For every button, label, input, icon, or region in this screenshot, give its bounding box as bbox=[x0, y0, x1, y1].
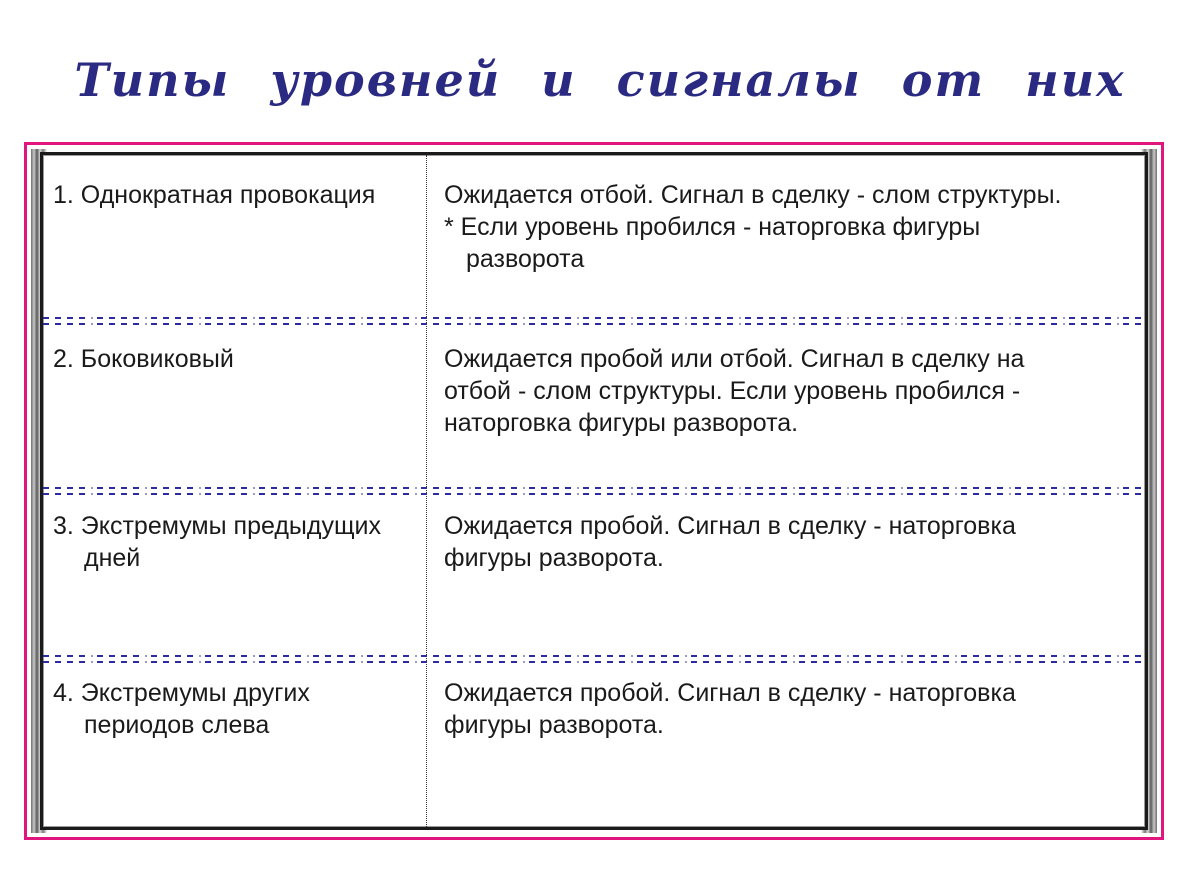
signal-cell bbox=[444, 510, 1144, 574]
level-type-cell bbox=[53, 343, 421, 375]
level-type-text: 1. Однократная провокация bbox=[53, 181, 376, 209]
signal-line: * Если уровень пробился - наторговка фигуры bbox=[444, 213, 981, 241]
signal-cell bbox=[444, 179, 1144, 275]
signal-line: наторговка фигуры разворота. bbox=[444, 409, 799, 437]
row-separator bbox=[43, 317, 1145, 327]
row-separator bbox=[43, 487, 1145, 497]
level-type-cell bbox=[53, 677, 421, 741]
signal-line: Ожидается пробой. Сигнал в сделку - наторговка bbox=[444, 512, 1016, 540]
signal-line: фигуры разворота. bbox=[444, 544, 664, 572]
signal-line: разворота bbox=[466, 245, 585, 273]
signal-cell bbox=[444, 677, 1144, 741]
level-type-cell bbox=[53, 510, 421, 574]
signal-line: Ожидается пробой. Сигнал в сделку - наторговка bbox=[444, 679, 1016, 707]
level-type-text: 2. Боковиковый bbox=[53, 345, 234, 373]
signal-cell bbox=[444, 343, 1144, 439]
signal-line: отбой - слом структуры. Если уровень пробился - bbox=[444, 377, 1021, 405]
page-title: Типы уровней и сигналы от них bbox=[74, 53, 1126, 107]
levels-table bbox=[40, 152, 1148, 830]
level-type-text: 4. Экстремумы других периодов слева bbox=[53, 679, 310, 739]
signal-line: Ожидается отбой. Сигнал в сделку - слом структуры. bbox=[444, 181, 1062, 209]
level-type-cell bbox=[53, 179, 421, 211]
signal-line: фигуры разворота. bbox=[444, 711, 664, 739]
signal-line: Ожидается пробой или отбой. Сигнал в сделку на bbox=[444, 345, 1025, 373]
row-separator bbox=[43, 655, 1145, 665]
level-type-text: 3. Экстремумы предыдущих дней bbox=[53, 512, 382, 572]
